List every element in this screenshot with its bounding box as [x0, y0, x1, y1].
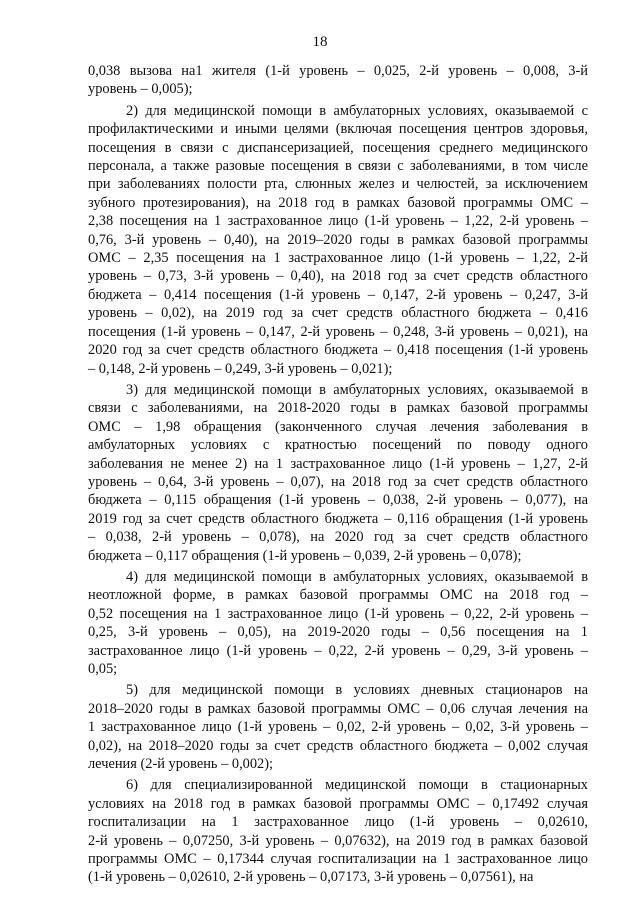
- text-line: бюджета – 0,115 обращения (1-й уровень – 0,038, 2-й уровень – 0,077), на: [88, 492, 588, 509]
- text-line: – 0,148, 2-й уровень – 0,249, 3-й уровень – 0,021);: [88, 360, 393, 377]
- text-line: посещения (1-й уровень – 0,147, 2-й уровень – 0,248, 3-й уровень – 0,021), на: [88, 323, 588, 340]
- text-line: 2-й уровень – 0,07250, 3-й уровень – 0,07632), на 2019 год в рамках базовой: [88, 832, 588, 849]
- text-line: 0,25, 3-й уровень – 0,05), на 2019-2020 годы – 0,56 посещения на 1: [88, 624, 588, 641]
- text-line: посещения в связи с диспансеризацией, посещения среднего медицинского: [88, 139, 588, 156]
- text-line: программы ОМС – 0,17344 случая госпитализации на 1 застрахованное лицо: [88, 851, 588, 868]
- text-line: ОМС – 2,35 посещения на 1 застрахованное лицо (1-й уровень – 1,22, 2-й: [88, 250, 588, 267]
- text-line: 2,38 посещения на 1 застрахованное лицо (1-й уровень – 1,22, 2-й уровень –: [88, 213, 588, 230]
- text-line: 0,52 посещения на 1 застрахованное лицо (1-й уровень – 0,22, 2-й уровень –: [88, 605, 588, 622]
- text-line: 4) для медицинской помощи в амбулаторных условиях, оказываемой в: [126, 568, 588, 585]
- paragraph-6: [88, 776, 588, 886]
- text-line: неотложной форме, в рамках базовой программы ОМС на 2018 год –: [88, 587, 588, 604]
- text-line: 1 застрахованное лицо (1-й уровень – 0,02, 2-й уровень – 0,02, 3-й уровень –: [88, 719, 588, 736]
- text-line: застрахованное лицо (1-й уровень – 0,22, 2-й уровень – 0,29, 3-й уровень –: [88, 642, 588, 659]
- page-number: 18: [312, 34, 328, 50]
- text-line: бюджета – 0,414 посещения (1-й уровень – 0,147, 2-й уровень – 0,247, 3-й: [88, 286, 588, 303]
- text-line: 3) для медицинской помощи в амбулаторных условиях, оказываемой в: [126, 381, 588, 398]
- text-line: 6) для специализированной медицинской помощи в стационарных: [126, 777, 588, 794]
- text-line: профилактическими и иными целями (включая посещения центров здоровья,: [88, 121, 588, 138]
- text-line: 2018–2020 годы в рамках базовой программы ОМС – 0,06 случая лечения на: [88, 700, 588, 717]
- paragraph-3: [88, 381, 588, 565]
- text-line: госпитализации на 1 застрахованное лицо (1-й уровень – 0,02610,: [88, 814, 588, 831]
- text-line: амбулаторных условиях с кратностью посещений по поводу одного: [88, 437, 588, 454]
- text-line: (1-й уровень – 0,02610, 2-й уровень – 0,07173, 3-й уровень – 0,07561), на: [88, 869, 534, 886]
- text-line: – 0,038, 2-й уровень – 0,078), на 2020 год за счет средств областного: [88, 529, 588, 546]
- text-line: уровень – 0,73, 3-й уровень – 0,40), на 2018 год за счет средств областного: [88, 268, 588, 285]
- text-line: при заболеваниях полости рта, слюнных желез и челюстей, за исключением: [88, 176, 588, 193]
- text-line: 0,02), на 2018–2020 годы за счет средств областного бюджета – 0,002 случая: [88, 737, 588, 754]
- text-line: ОМС – 1,98 обращения (законченного случая лечения заболевания в: [88, 418, 588, 435]
- text-line: персонала, а также разовые посещения в связи с заболеваниями, в том числе: [88, 158, 588, 175]
- paragraph-4: [88, 568, 588, 678]
- text-line: зубного протезирования), на 2018 год в рамках базовой программы ОМС –: [88, 194, 588, 211]
- text-line: лечения (2-й уровень – 0,002);: [88, 756, 274, 773]
- text-line: уровень – 0,64, 3-й уровень – 0,07), на 2018 год за счет средств областного: [88, 473, 588, 490]
- text-line: 2) для медицинской помощи в амбулаторных условиях, оказываемой с: [126, 102, 588, 119]
- paragraph-1: [88, 62, 588, 99]
- text-line: связи с заболеваниями, на 2018-2020 годы в рамках базовой программы: [88, 400, 588, 417]
- text-line: 5) для медицинской помощи в условиях дневных стационаров на: [126, 682, 588, 699]
- text-line: условиях на 2018 год в рамках базовой программы ОМС – 0,17492 случая: [88, 795, 588, 812]
- text-line: 0,05;: [88, 661, 118, 677]
- text-line: 0,76, 3-й уровень – 0,40), на 2019–2020 годы в рамках базовой программы: [88, 231, 588, 248]
- text-line: уровень – 0,005);: [88, 81, 193, 98]
- text-line: бюджета – 0,117 обращения (1-й уровень – 0,039, 2-й уровень – 0,078);: [88, 547, 522, 564]
- text-line: уровень – 0,02), на 2019 год за счет средств областного бюджета – 0,416: [88, 305, 588, 322]
- document-body: [88, 62, 588, 890]
- text-line: 2020 год за счет средств областного бюджета – 0,418 посещения (1-й уровень: [88, 342, 588, 359]
- text-line: заболевания не менее 2) на 1 застрахованное лицо (1-й уровень – 1,27, 2-й: [88, 455, 588, 472]
- paragraph-2: [88, 102, 588, 378]
- paragraph-5: [88, 681, 588, 773]
- text-line: 2019 год за счет средств областного бюджета – 0,116 обращения (1-й уровень: [88, 510, 588, 527]
- text-line: 0,038 вызова на1 жителя (1-й уровень – 0,025, 2-й уровень – 0,008, 3-й: [88, 63, 588, 79]
